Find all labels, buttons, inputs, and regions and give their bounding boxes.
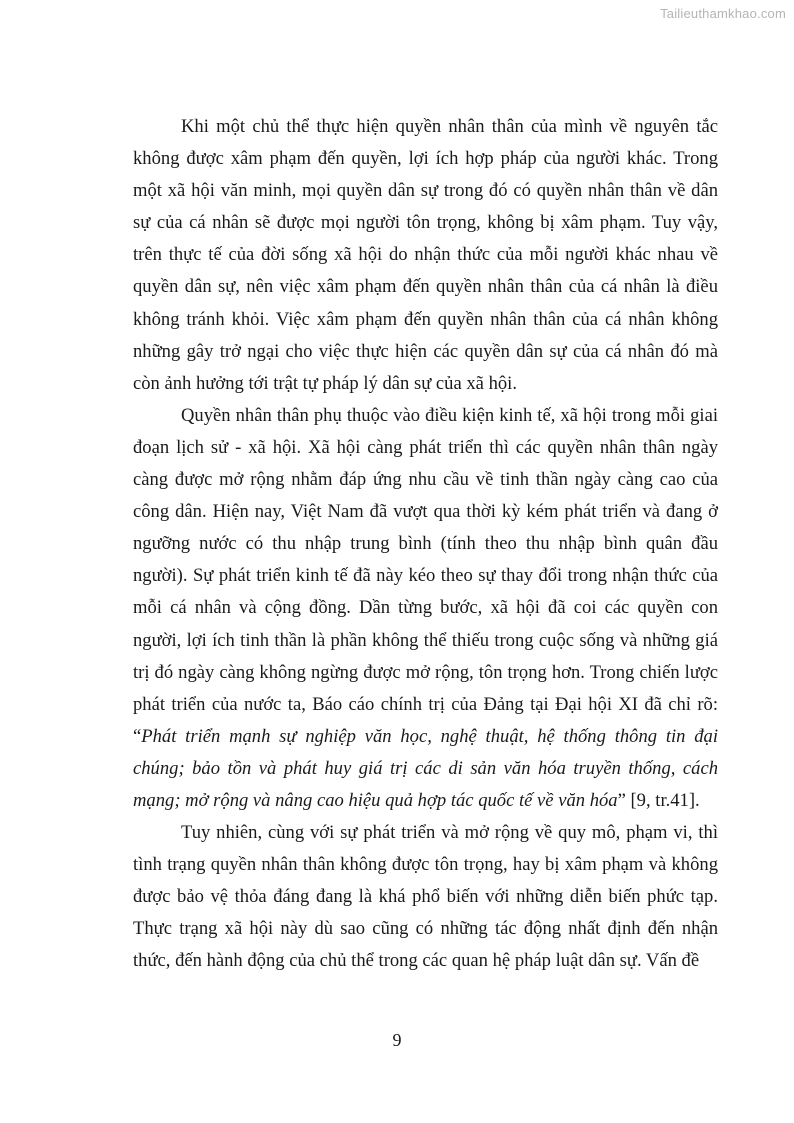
paragraph-1: Khi một chủ thể thực hiện quyền nhân thân của mình về nguyên tắc không được xâm phạm đến quyền, lợi ích hợp pháp của người khác. Trong một xã hội văn minh, mọi quyền dân sự trong đó có quyền nhân thân về dân sự của cá nhân sẽ được mọi người tôn trọng, không bị xâm phạm. Tuy vậy, trên thực tế của đời sống xã hội do nhận thức của mỗi người khác nhau về quyền dân sự, nên việc xâm phạm đến quyền nhân thân của cá nhân là điều không tránh khỏi. Việc xâm phạm đến quyền nhân thân của cá nhân không những gây trở ngại cho việc thực hiện các quyền dân sự của cá nhân đó mà còn ảnh hưởng tới trật tự pháp lý dân sự của xã hội. [133, 116, 718, 394]
document-body [133, 111, 718, 978]
paragraph-2 [133, 400, 718, 817]
citation: ” [9, tr.41]. [617, 789, 700, 811]
quotation: Phát triển mạnh sự nghiệp văn học, nghệ thuật, hệ thống thông tin đại chúng; bảo tồn và phát huy giá trị các di sản văn hóa truyền thống, cách mạng; mở rộng và nâng cao hiệu quả hợp tác quốc tế về văn hóa [133, 725, 718, 811]
watermark: Tailieuthamkhao.com [660, 6, 786, 21]
page-number: 9 [392, 1030, 402, 1050]
paragraph-2-text: Quyền nhân thân phụ thuộc vào điều kiện kinh tế, xã hội trong mỗi giai đoạn lịch sử - xã hội. Xã hội càng phát triển thì các quyền nhân thân ngày càng được mở rộng nhằm đáp ứng nhu cầu về tinh thần ngày càng cao của công dân. Hiện nay, Việt Nam đã vượt qua thời kỳ kém phát triển và đang ở ngưỡng nước có thu nhập trung bình (tính theo thu nhập bình quân đầu người). Sự phát triển kinh tế đã này kéo theo sự thay đổi trong nhận thức của mỗi cá nhân và cộng đồng. Dần từng bước, xã hội đã coi các quyền con người, lợi ích tinh thần là phần không thể thiếu trong cuộc sống và những giá trị đó ngày càng không ngừng được mở rộng, tôn trọng hơn. Trong chiến lược phát triển của nước ta, Báo cáo chính trị của Đảng tại Đại hội XI đã chỉ rõ: “ [133, 404, 718, 747]
paragraph-3: Tuy nhiên, cùng với sự phát triển và mở rộng về quy mô, phạm vi, thì tình trạng quyền nhân thân không được tôn trọng, hay bị xâm phạm và không được bảo vệ thỏa đáng đang là khá phổ biến với những diễn biến phức tạp. Thực trạng xã hội này dù sao cũng có những tác động nhất định đến nhận thức, đến hành động của chủ thể trong các quan hệ pháp luật dân sự. Vấn đề [133, 822, 718, 972]
